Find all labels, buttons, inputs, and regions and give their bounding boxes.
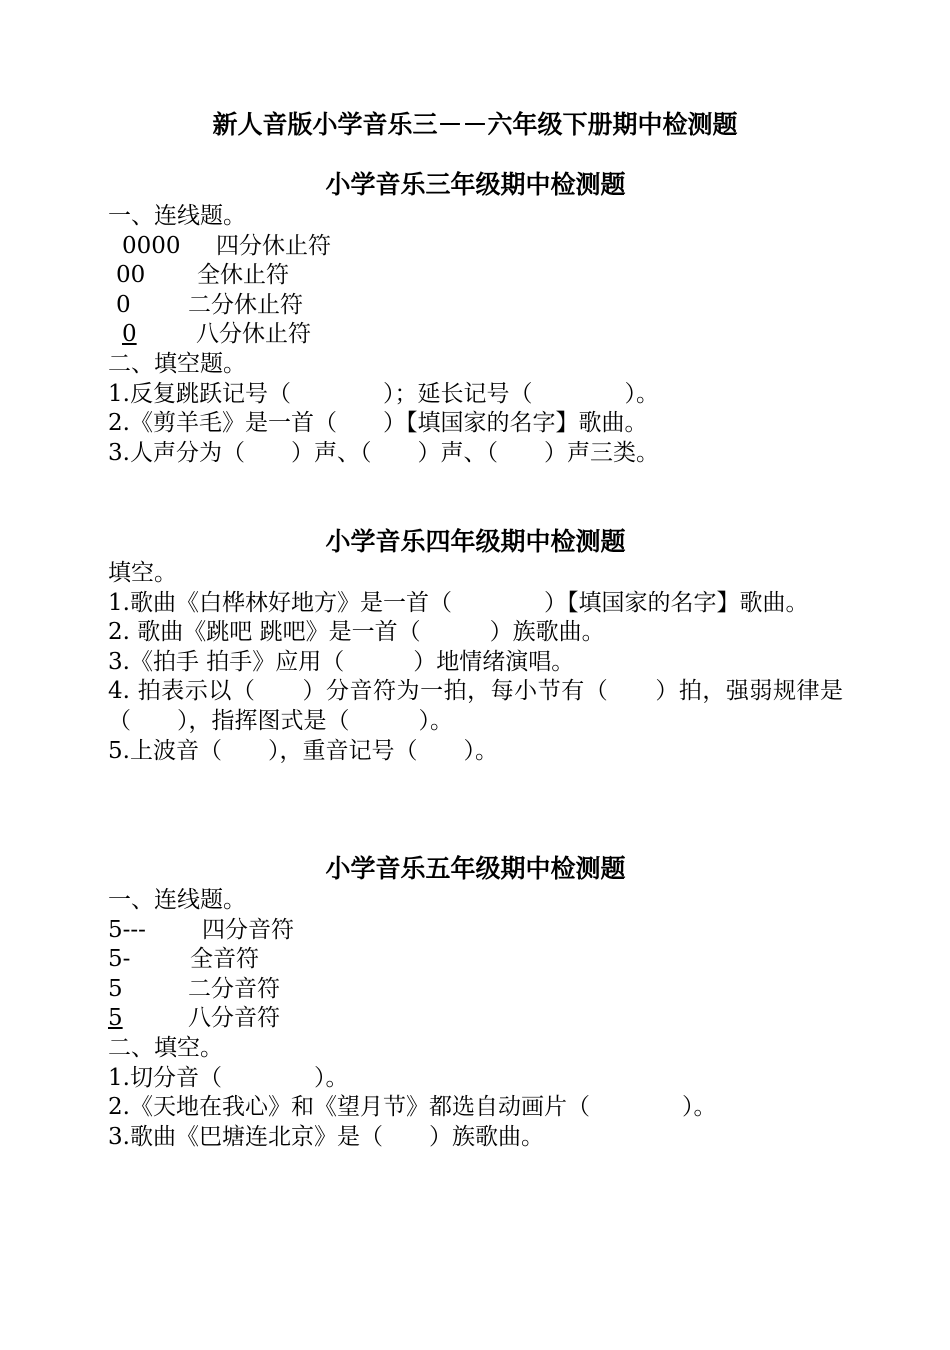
match-right: 八分音符 [188, 1005, 280, 1032]
grade5-fill-item: 1.切分音（ ）。 [108, 1064, 349, 1091]
grade5-fill-item: 2.《天地在我心》和《望月节》都选自动画片（ ）。 [108, 1094, 717, 1121]
match-left: 0 [116, 291, 131, 318]
grade3-match-row [108, 320, 843, 350]
grade4-fill-item: 5.上波音（ ），重音记号（ ）。 [108, 737, 498, 764]
grade5-fill-item: 3.歌曲《巴塘连北京》是（ ）族歌曲。 [108, 1123, 544, 1150]
grade5-match-row [108, 916, 843, 946]
match-right: 二分音符 [188, 975, 280, 1002]
grade3-fill-item: 2.《剪羊毛》是一首（ ）【填国家的名字】歌曲。 [108, 410, 648, 437]
match-right: 全休止符 [197, 262, 289, 289]
grade4-section [108, 525, 843, 766]
grade3-q2-heading: 二、填空题。 [108, 350, 246, 377]
match-left: 5 [108, 975, 123, 1002]
grade5-match-row [108, 1004, 843, 1034]
document-title: 新人音版小学音乐三－－六年级下册期中检测题 [212, 110, 738, 139]
match-left: 0000 [122, 232, 181, 259]
match-right: 全音符 [190, 946, 259, 973]
grade4-fill-item: 4. 拍表示以（ ）分音符为一拍，每小节有（ ）拍，强弱规律是（ ），指挥图式是（ ）。 [108, 678, 843, 734]
grade4-heading: 填空。 [108, 560, 177, 586]
grade3-fill-item: 1.反复跳跃记号（ ）；延长记号（ ）。 [108, 380, 659, 407]
grade3-q1-heading: 一、连线题。 [108, 203, 246, 229]
grade3-match-row [108, 291, 843, 321]
grade3-match-row [108, 261, 843, 291]
grade5-section [108, 852, 843, 1152]
match-right: 四分休止符 [216, 232, 331, 259]
grade5-q1-heading: 一、连线题。 [108, 887, 246, 913]
grade4-fill-item: 1.歌曲《白桦林好地方》是一首（ ）【填国家的名字】歌曲。 [108, 589, 809, 616]
grade4-fill-item: 3.《拍手 拍手》应用（ ）地情绪演唱。 [108, 648, 575, 675]
grade5-match-row [108, 975, 843, 1005]
grade5-match-row [108, 945, 843, 975]
grade4-fill-item: 2. 歌曲《跳吧 跳吧》是一首（ ）族歌曲。 [108, 619, 605, 646]
grade5-q2-heading: 二、填空。 [108, 1034, 223, 1061]
match-right: 二分休止符 [188, 291, 303, 318]
match-right: 八分休止符 [196, 321, 311, 348]
grade3-section [108, 168, 843, 468]
match-left: 5- [108, 946, 131, 973]
match-left: 5 [108, 1005, 123, 1032]
grade3-title: 小学音乐三年级期中检测题 [325, 170, 626, 199]
match-left: 0 [122, 321, 137, 348]
grade5-title: 小学音乐五年级期中检测题 [325, 854, 626, 883]
grade3-match-row [108, 232, 843, 262]
match-right: 四分音符 [202, 916, 294, 943]
grade4-title: 小学音乐四年级期中检测题 [325, 527, 626, 556]
grade3-fill-item: 3.人声分为（ ）声、（ ）声、（ ）声三类。 [108, 439, 659, 466]
match-left: 5--- [108, 916, 146, 943]
match-left: 00 [116, 262, 146, 289]
